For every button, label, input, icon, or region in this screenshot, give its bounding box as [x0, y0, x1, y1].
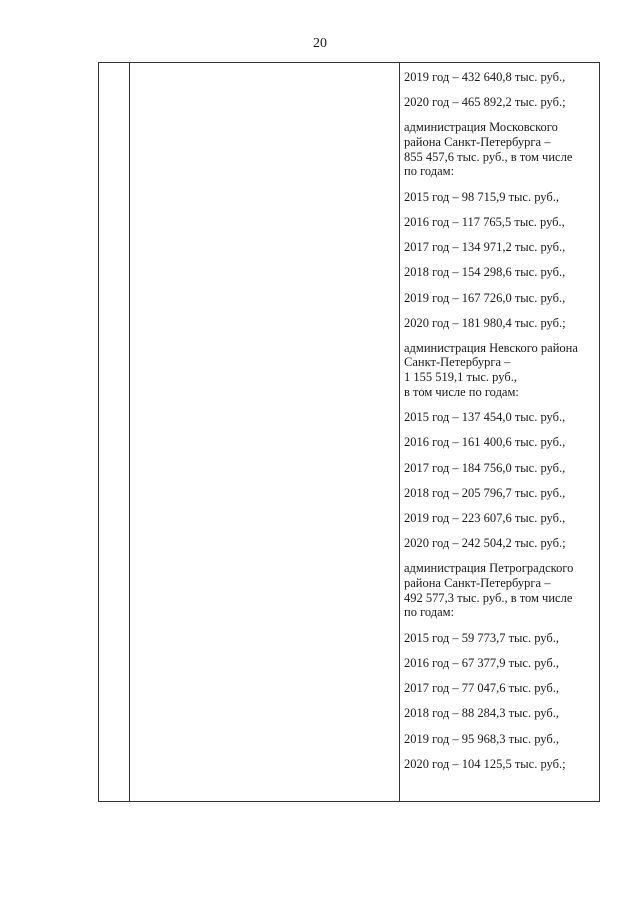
administration-heading-line: 855 457,6 тыс. руб., в том числе [404, 149, 573, 164]
administration-heading-line: по годам: [404, 605, 455, 620]
administration-heading-line: администрация Невского района [404, 340, 578, 355]
year-funding-line: 2019 год – 223 607,6 тыс. руб., [404, 511, 566, 525]
year-funding-line: 2020 год – 465 892,2 тыс. руб.; [404, 95, 566, 110]
page-number: 20 [313, 36, 327, 51]
administration-heading-line: 1 155 519,1 тыс. руб., [404, 370, 517, 385]
year-funding-line: 2018 год – 205 796,7 тыс. руб., [404, 485, 566, 500]
administration-heading [404, 336, 596, 405]
year-funding-line: 2018 год – 154 298,6 тыс. руб., [404, 265, 566, 280]
administration-heading [404, 115, 596, 184]
year-funding-line: 2016 год – 67 377,9 тыс. руб., [404, 655, 560, 670]
administration-heading-line: по годам: [404, 164, 455, 179]
column-divider [399, 63, 400, 801]
administration-heading-line: администрация Московского [404, 120, 558, 135]
administration-heading-line: района Санкт-Петербурга – [404, 134, 551, 149]
administration-heading-line: 492 577,3 тыс. руб., в том числе [404, 590, 573, 605]
year-funding-line: 2020 год – 104 125,5 тыс. руб.; [404, 756, 566, 771]
administration-heading-line: Санкт-Петербурга – [404, 355, 511, 370]
year-funding-line: 2018 год – 88 284,3 тыс. руб., [404, 706, 560, 721]
year-funding-line: 2017 год – 134 971,2 тыс. руб., [404, 240, 566, 255]
year-funding-line: 2015 год – 59 773,7 тыс. руб., [404, 630, 560, 645]
year-funding-line: 2020 год – 181 980,4 тыс. руб.; [404, 315, 566, 330]
year-funding-line: 2019 год – 432 640,8 тыс. руб., [404, 70, 566, 84]
year-funding-line: 2019 год – 95 968,3 тыс. руб., [404, 731, 560, 746]
year-funding-line: 2020 год – 242 504,2 тыс. руб.; [404, 536, 566, 551]
column-divider [129, 63, 130, 801]
year-funding-line: 2019 год – 167 726,0 тыс. руб., [404, 290, 566, 305]
year-funding-line: 2016 год – 117 765,5 тыс. руб., [404, 214, 565, 229]
budget-table [98, 62, 600, 802]
year-funding-line: 2015 год – 98 715,9 тыс. руб., [404, 189, 560, 204]
funding-column [404, 65, 596, 777]
administration-heading-line: района Санкт-Петербурга – [404, 575, 551, 590]
administration-heading-line: в том числе по годам: [404, 384, 519, 399]
year-funding-line: 2017 год – 77 047,6 тыс. руб., [404, 681, 560, 696]
administration-heading-line: администрация Петроградского [404, 561, 574, 576]
year-funding-line: 2015 год – 137 454,0 тыс. руб., [404, 410, 566, 425]
administration-heading [404, 556, 596, 625]
year-funding-line: 2017 год – 184 756,0 тыс. руб., [404, 460, 566, 475]
year-funding-line: 2016 год – 161 400,6 тыс. руб., [404, 435, 566, 450]
